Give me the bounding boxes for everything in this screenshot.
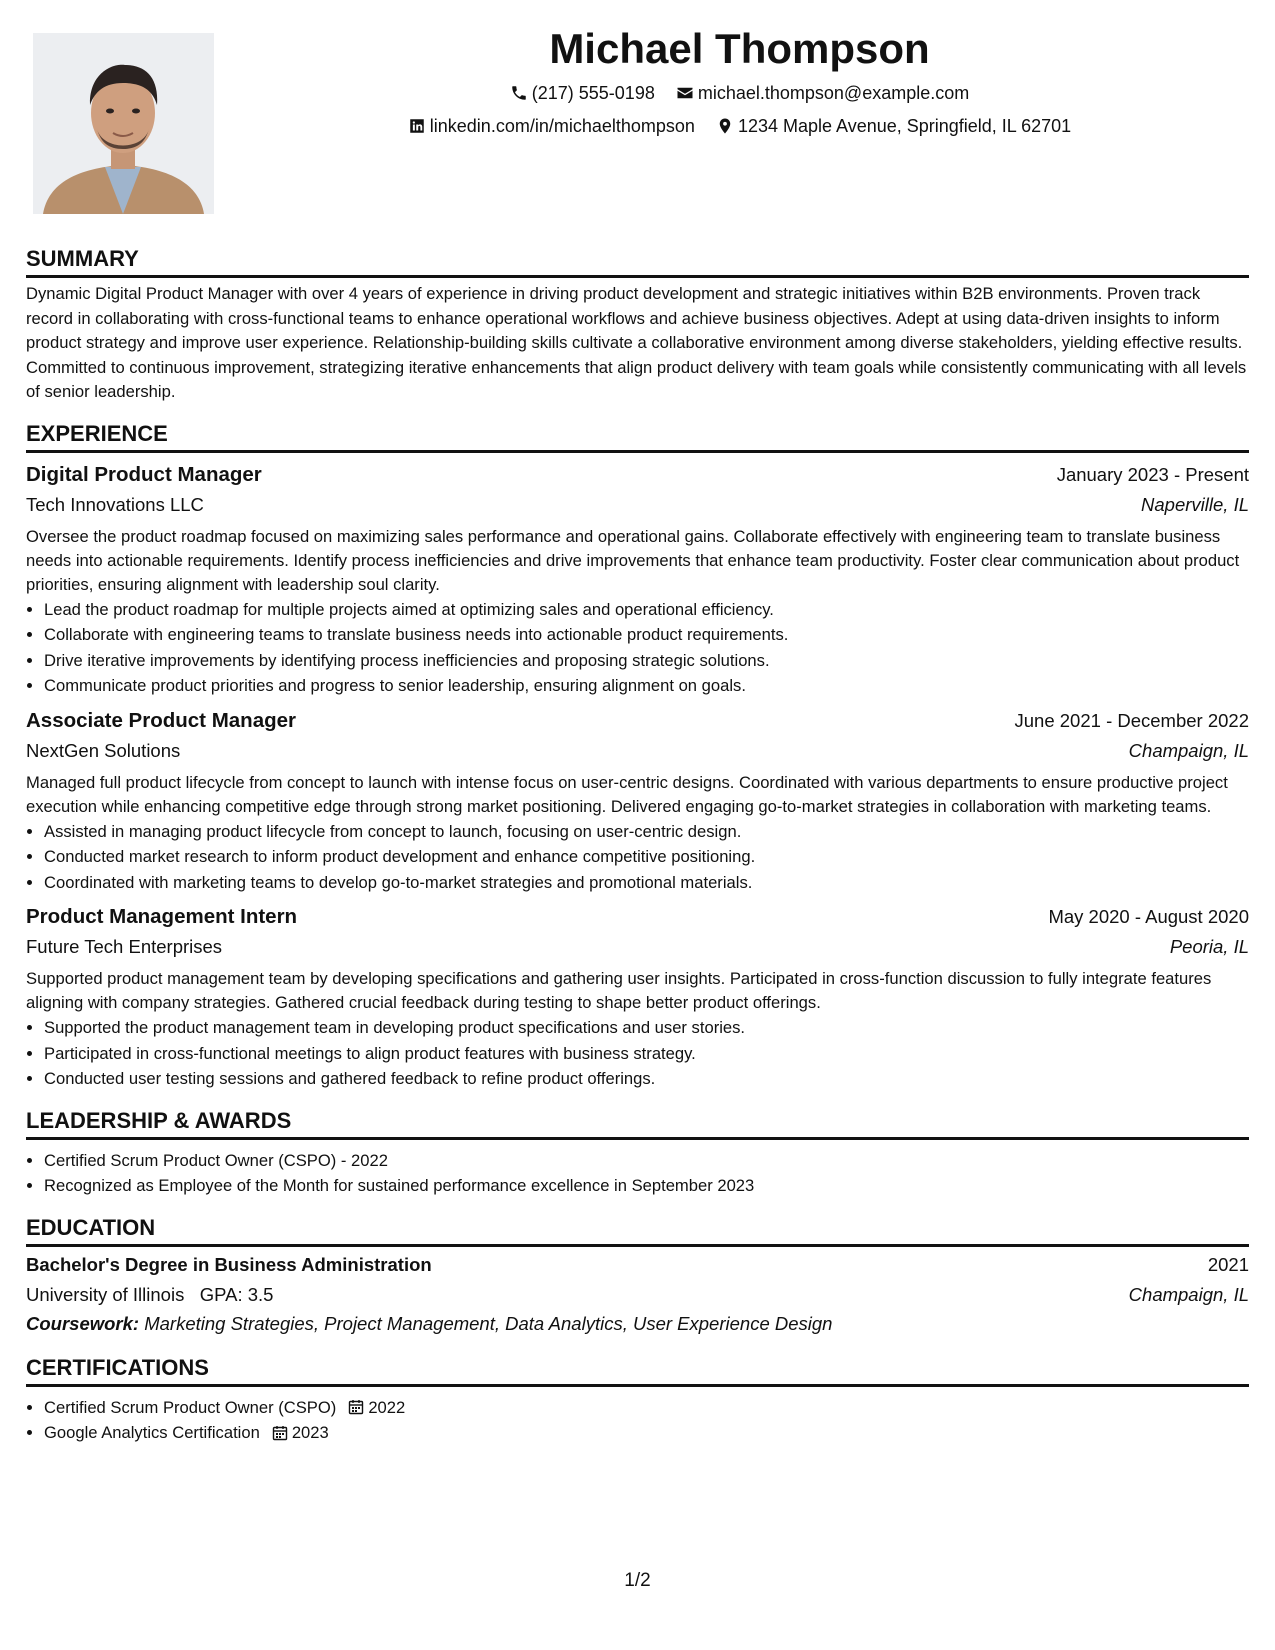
map-pin-icon xyxy=(716,117,734,135)
linkedin-contact[interactable] xyxy=(408,111,695,141)
education-section xyxy=(26,1213,1249,1339)
job-bullets xyxy=(26,819,1249,896)
list-item: • Coordinated with marketing teams to develop go-to-market strategies and promotional materials. xyxy=(44,870,1249,896)
candidate-name: Michael Thompson xyxy=(549,25,930,72)
coursework-label: Coursework: xyxy=(26,1312,140,1334)
list-item: • Conducted market research to inform product development and enhance competitive positioning. xyxy=(44,844,1249,870)
job-location: Naperville, IL xyxy=(1141,493,1249,515)
profile-photo xyxy=(33,33,214,214)
address-contact xyxy=(716,111,1071,141)
job-location: Peoria, IL xyxy=(1169,936,1249,957)
email-address: michael.thompson@example.com xyxy=(697,83,970,103)
envelope-icon xyxy=(676,84,694,102)
job-description: Managed full product lifecycle from concept to launch with intense focus on user-centric designs. Coordinated with various departments to ensure productive project execution while enhancing competitive edge through strong market positioning. Delivered engaging go-to-market strategies in collaboration with marketing teams. xyxy=(26,772,1228,816)
calendar-icon xyxy=(272,1425,288,1441)
section-title-education: EDUCATION xyxy=(26,1213,1249,1247)
page-number: 1/2 xyxy=(624,1570,651,1591)
leadership-list xyxy=(26,1148,1249,1199)
summary-text: Dynamic Digital Product Manager with over 4 years of experience in driving product development and strategic initiatives within B2B environments. Proven track record in collaborating with cross-functional teams to enhance operational workflows and achieve business objectives. Adept at using data-driven insights to inform product strategy and improve user experience. Relationship-building skills cultivate a collaborative environment among diverse stakeholders, yielding effective results. Committed to continuous improvement, strategizing iterative enhancements that align product delivery with team goals while consistently communicating with all levels of senior leadership. xyxy=(26,284,1247,401)
job-location: Champaign, IL xyxy=(1128,739,1249,761)
job-description: Supported product management team by developing specifications and gathering user insights. Participated in cross-function discussion to fully integrate features aligning with company strategies. Gathered crucial feedback during testing to shape better product offerings. xyxy=(26,969,1212,1012)
job-description: Oversee the product roadmap focused on maximizing sales performance and operational gains. Collaborate effectively with engineering team to translate business needs into actionable requirements. Identify process inefficiencies and drive improvements that enhance team productivity. Foster clear communication about product priorities, ensuring alignment with leadership soul clarity. xyxy=(26,526,1240,594)
list-item xyxy=(44,1420,1249,1446)
job-title: Product Management Intern xyxy=(26,905,298,928)
linkedin-icon xyxy=(408,117,426,135)
list-item: • Lead the product roadmap for multiple projects aimed at optimizing sales and operational efficiency. xyxy=(44,597,1249,623)
leadership-section xyxy=(26,1106,1249,1199)
contact-line-2 xyxy=(230,111,1249,144)
job-company: NextGen Solutions xyxy=(26,739,181,761)
job-bullets xyxy=(26,597,1249,699)
certifications-list xyxy=(26,1395,1249,1446)
certification-year: 2023 xyxy=(291,1423,329,1442)
school-name: University of Illinois xyxy=(26,1283,185,1305)
linkedin-url: linkedin.com/in/michaelthompson xyxy=(429,116,695,136)
contact-line-1 xyxy=(230,78,1249,111)
job-entry xyxy=(26,705,1249,896)
coursework-list: Marketing Strategies, Project Management, Data Analytics, User Experience Design xyxy=(144,1312,833,1334)
job-title: Digital Product Manager xyxy=(26,462,262,486)
section-title-summary: SUMMARY xyxy=(26,244,1249,278)
list-item: • Supported the product management team in developing product specifications and user stories. xyxy=(44,1015,1249,1041)
job-company: Tech Innovations LLC xyxy=(26,493,204,515)
person-portrait-icon xyxy=(33,33,214,214)
certifications-section xyxy=(26,1353,1249,1446)
phone-icon xyxy=(510,84,528,102)
resume-sections xyxy=(26,244,1249,1460)
section-title-leadership: LEADERSHIP & AWARDS xyxy=(26,1106,1249,1140)
job-company: Future Tech Enterprises xyxy=(26,936,223,957)
list-item: • Communicate product priorities and progress to senior leadership, ensuring alignment on goals. xyxy=(44,673,1249,699)
job-date: May 2020 - August 2020 xyxy=(1048,906,1249,927)
phone-number: (217) 555-0198 xyxy=(531,83,655,103)
experience-section xyxy=(26,419,1249,1092)
list-item: • Drive iterative improvements by identifying process inefficiencies and proposing strategic solutions. xyxy=(44,648,1249,674)
certification-year: 2022 xyxy=(368,1397,406,1417)
job-bullets xyxy=(26,1015,1249,1092)
phone-contact[interactable] xyxy=(510,78,655,108)
coursework xyxy=(26,1309,1249,1339)
degree-title: Bachelor's Degree in Business Administration xyxy=(26,1253,432,1275)
list-item: • Collaborate with engineering teams to translate business needs into actionable product requirements. xyxy=(44,622,1249,648)
school-line xyxy=(26,1281,273,1309)
list-item: • Participated in cross-functional meetings to align product features with business strategy. xyxy=(44,1041,1249,1067)
list-item: • Conducted user testing sessions and gathered feedback to refine product offerings. xyxy=(44,1066,1249,1092)
list-item: • Recognized as Employee of the Month for sustained performance excellence in September 2023 xyxy=(44,1173,1249,1199)
job-title: Associate Product Manager xyxy=(26,708,296,732)
gpa: GPA: 3.5 xyxy=(199,1283,274,1305)
job-entry xyxy=(26,459,1249,699)
email-contact[interactable] xyxy=(676,78,969,108)
list-item: • Assisted in managing product lifecycle from concept to launch, focusing on user-centric design. xyxy=(44,819,1249,845)
address: 1234 Maple Avenue, Springfield, IL 62701 xyxy=(737,116,1072,136)
summary-section xyxy=(26,244,1249,405)
certification-name: • Certified Scrum Product Owner (CSPO) xyxy=(44,1397,337,1417)
graduation-year: 2021 xyxy=(1207,1253,1249,1275)
section-title-experience: EXPERIENCE xyxy=(26,419,1249,453)
job-date: January 2023 - Present xyxy=(1056,463,1249,485)
job-entry xyxy=(26,901,1249,1092)
calendar-icon xyxy=(348,1399,364,1415)
list-item: • Certified Scrum Product Owner (CSPO) - 2022 xyxy=(44,1148,1249,1174)
section-title-certifications: CERTIFICATIONS xyxy=(26,1353,1249,1387)
school-location: Champaign, IL xyxy=(1128,1283,1249,1305)
list-item xyxy=(44,1395,1249,1421)
header xyxy=(230,20,1249,144)
certification-name: • Google Analytics Certification xyxy=(44,1423,260,1442)
job-date: June 2021 - December 2022 xyxy=(1014,709,1249,731)
